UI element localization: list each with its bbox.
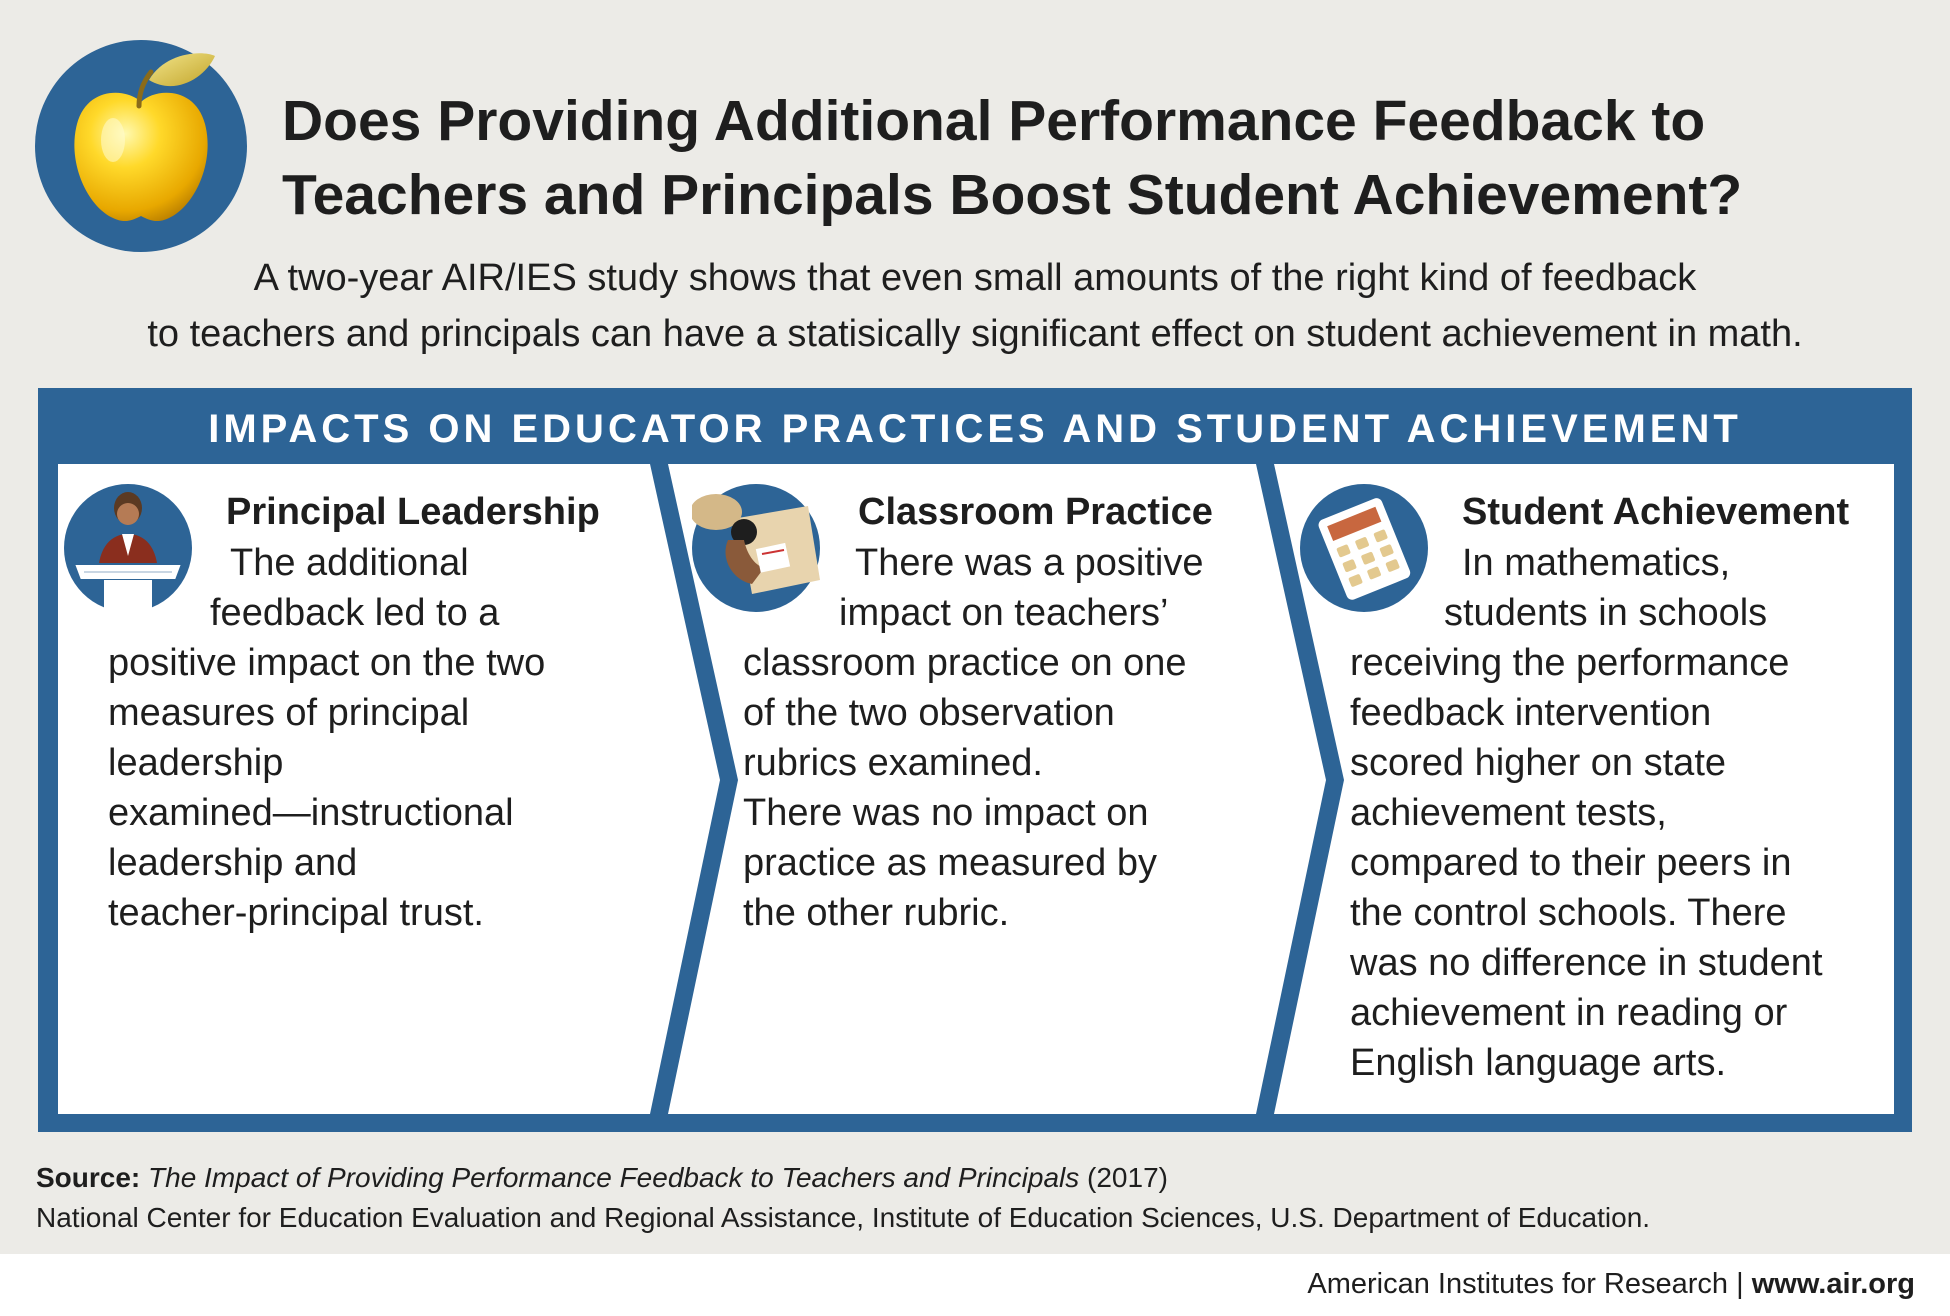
card-body-line: was no difference in student (1350, 942, 1823, 984)
card-title: Student Achievement (1462, 491, 1850, 533)
card-body-line: leadership and (108, 842, 358, 884)
credit-url[interactable]: www.air.org (1751, 1268, 1915, 1300)
card-body-line: students in schools (1444, 592, 1768, 634)
panel-heading: IMPACTS ON EDUCATOR PRACTICES AND STUDENT ACHIEVEMENT (208, 407, 1742, 451)
golden-apple-icon (35, 40, 247, 252)
page-title (282, 84, 1882, 232)
title-line: Does Providing Additional Performance Feedback to (282, 89, 1706, 153)
card-body-line: measures of principal (108, 692, 470, 734)
card-body-line: the other rubric. (743, 892, 1010, 934)
card-body-line: achievement in reading or (1350, 992, 1788, 1034)
card-body-line: impact on teachers’ (839, 592, 1169, 634)
credit-line (1307, 1264, 1915, 1304)
card-body-line: rubrics examined. (743, 742, 1043, 784)
source-year: (2017) (1087, 1162, 1168, 1193)
source-label: Source: (36, 1162, 141, 1193)
source-title: The Impact of Providing Performance Feedback to Teachers and Principals (148, 1162, 1080, 1193)
source-agency: National Center for Education Evaluation and Regional Assistance, Institute of Education Sciences, U.S. Department of Education. (36, 1202, 1651, 1233)
card-body-line: achievement tests, (1350, 792, 1667, 834)
card-body-line: In mathematics, (1462, 542, 1731, 584)
card-body-line: English language arts. (1350, 1042, 1727, 1084)
subtitle-line: to teachers and principals can have a statisically significant effect on student achievement in math. (147, 313, 1803, 355)
card-body-line: leadership (108, 742, 284, 784)
credit-org: American Institutes for Research (1307, 1268, 1729, 1300)
title-line: Teachers and Principals Boost Student Achievement? (282, 163, 1743, 227)
card-body-line: teacher-principal trust. (108, 892, 484, 934)
card-body-line: receiving the performance (1350, 642, 1790, 684)
card-body-line: practice as measured by (743, 842, 1157, 884)
card-body-line: compared to their peers in (1350, 842, 1792, 884)
card-body-line: classroom practice on one (743, 642, 1187, 684)
source-line (36, 1158, 1936, 1198)
card-body-line: scored higher on state (1350, 742, 1727, 784)
card-body-line: examined—instructional (108, 792, 514, 834)
credit-separator: | (1736, 1268, 1744, 1300)
card-body-line: the control schools. There (1350, 892, 1787, 934)
card-body (743, 538, 1303, 938)
subtitle-line: A two-year AIR/IES study shows that even small amounts of the right kind of feedback (253, 257, 1697, 299)
card-body (1350, 538, 1910, 1088)
source-citation (36, 1158, 1936, 1238)
card-body-line: of the two observation (743, 692, 1115, 734)
card-body-line: The additional (230, 542, 469, 584)
card-body (108, 538, 668, 938)
card-body-line: There was no impact on (743, 792, 1149, 834)
card-body-line: positive impact on the two (108, 642, 546, 684)
card-body-line: There was a positive (855, 542, 1204, 584)
card-title: Principal Leadership (226, 491, 600, 533)
page-subtitle (20, 250, 1930, 362)
impacts-panel (38, 388, 1912, 1132)
card-body-line: feedback intervention (1350, 692, 1712, 734)
card-title: Classroom Practice (858, 491, 1213, 533)
card-body-line: feedback led to a (210, 592, 500, 634)
